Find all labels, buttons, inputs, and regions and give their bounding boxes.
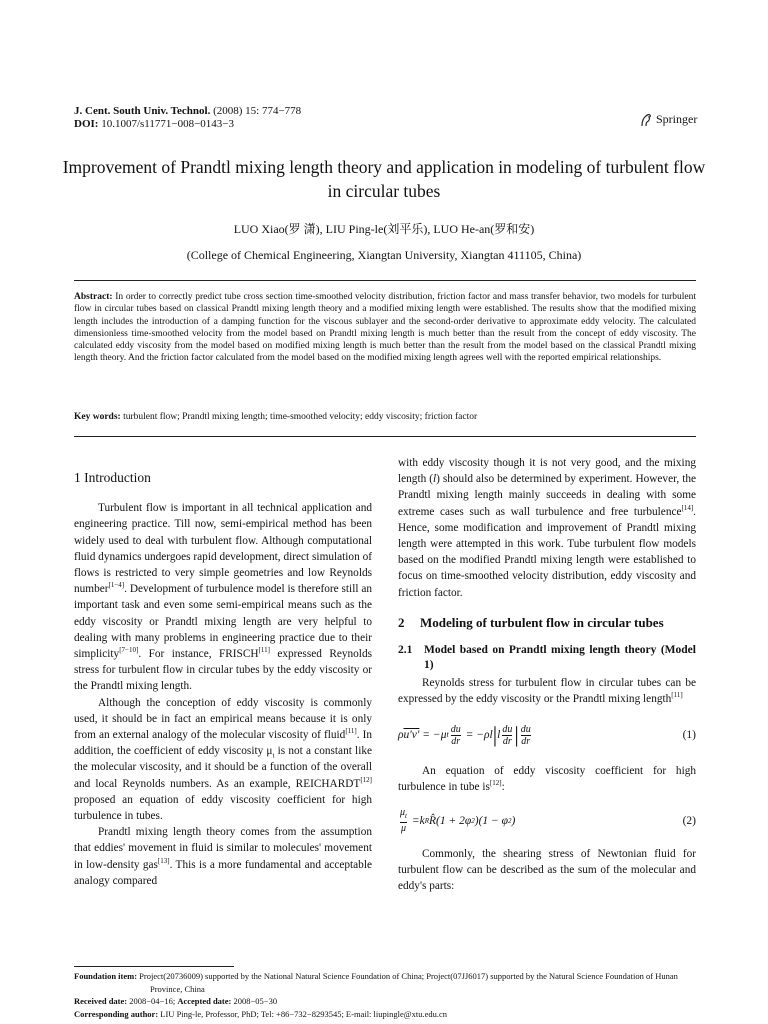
publisher-logo: [640, 112, 697, 127]
publisher-name: Springer: [656, 112, 698, 126]
footnote: [74, 970, 696, 1020]
journal-volume: (2008) 15: 774−778: [210, 105, 302, 117]
equation-2-number: (2): [682, 814, 696, 827]
doi-value: 10.1007/s11771−008−0143−3: [98, 118, 234, 130]
left-column: [74, 470, 372, 889]
equation-1: [398, 717, 696, 753]
affiliation: (College of Chemical Engineering, Xiangtan University, Xiangtan 411105, China): [186, 248, 582, 262]
paragraph: Turbulent flow is important in all technical application and engineering practice. Till now, semi-empirical method has been widely used to deal with turbulent flow. Although computational fluid dynamics undergoes rapid development, direct simulation of flows is restricted to very simple geometries and low Reynolds number[1−4]. Development of turbulence model is therefore still an important task and even some semi-empirical means such as the eddy viscosity or Prandtl mixing length are very helpful to dealing with many problems in engineering practice due to their simplicity[7−10]. For instance, FRISCH[11] expressed Reynolds stress for turbulent flow in circular tubes by the eddy viscosity or the Prandtl mixing length.: [74, 502, 372, 693]
paragraph: Although the conception of eddy viscosity is commonly used, it should be in fact an empirical means because it is only from an external analogy of the molecular viscosity of fluid[11]. In addition, the coefficient of eddy viscosity $\mu_t$ is not a constant like the molecular viscosity, and it should be a function of the overall and local Reynolds numbers. As an example, REICHARDT[12] proposed an equation of eddy viscosity coefficient for high turbulence in tubes.: [74, 696, 372, 823]
divider-top: [74, 280, 696, 281]
equation-2-body: $\frac{\mu_t}{\mu}$ = k R R̂ (1 + 2φ 2 )(1 − φ 2 ): [400, 807, 516, 835]
paragraph: Commonly, the shearing stress of Newtonian fluid for turbulent flow can be described as the sum of the molecular and eddy's parts:: [398, 847, 696, 893]
abstract-text: In order to correctly predict tube cross section time-smoothed velocity distribution, friction factor and mass transfer behavior, two models for turbulent flow in circular tubes based on classical Prandtl mixing length theory and a modified mixing length were established. The results show that the modified mixing length includes the introduction of a damping function for the viscous sublayer and the second-order derivative to approximate eddy velocity. The calculated dimensionless time-smoothed velocity from the model based on Prandtl mixing length is much better than the result from the concept of eddy viscosity. The calculated eddy viscosity from the model based on modified mixing length is much better than the result from the model based on the classical Prandtl mixing length theory. And the friction factor calculated from the model based on the modified mixing length agrees well with the reported empirical relationships.: [74, 292, 696, 364]
abstract-label: Abstract:: [74, 292, 113, 302]
right-column: [398, 455, 696, 894]
springer-horse-icon: [640, 113, 653, 127]
keywords-label: Key words:: [74, 412, 121, 422]
paragraph: An equation of eddy viscosity coefficient for high turbulence in tube is[12]:: [398, 765, 696, 794]
footnote-divider: [74, 966, 234, 967]
equation-2: [398, 804, 696, 838]
equation-1-body: ρ u′v′ = −μ t $\frac{du}{dr}$ = −ρ l | l $\frac{du}{dr}$ | $\frac{du}{dr}$: [398, 722, 531, 748]
received-date: Received date: 2008−04−16; Accepted date: 2008−05−30: [74, 996, 278, 1006]
keywords-text: turbulent flow; Prandtl mixing length; time-smoothed velocity; eddy viscosity; friction factor: [120, 412, 478, 422]
paper-title: Improvement of Prandtl mixing length theory and application in modeling of turbulent flow in circular tubes: [62, 157, 706, 201]
section-heading-modeling: 2 Modeling of turbulent flow in circular tubes: [398, 614, 664, 630]
abstract: [74, 291, 696, 365]
equation-1-number: (1): [682, 729, 696, 742]
section-heading-introduction: 1 Introduction: [74, 470, 151, 485]
doi-label: DOI:: [74, 118, 99, 130]
journal-name: J. Cent. South Univ. Technol.: [74, 105, 211, 117]
keywords: [74, 411, 696, 423]
paragraph: Prandtl mixing length theory comes from the assumption that eddies' movement in fluid is similar to molecules' movement in low-density gas[13]. This is a more fundamental and acceptable analogy compared: [74, 826, 372, 887]
subsection-heading-model-1: 2.1 Model based on Prandtl mixing length theory (Model 1): [398, 643, 696, 671]
paragraph: Reynolds stress for turbulent flow in circular tubes can be expressed by the eddy viscosity or the Prandtl mixing length[11]: [398, 676, 696, 706]
journal-header: [74, 105, 301, 131]
paragraph: with eddy viscosity though it is not very good, and the mixing length (l) should also be determined by experiment. However, the Prandtl mixing length mainly succeeds in dealing with some extreme cases such as wall turbulence and free turbulence[14]. Hence, some modification and improvement of Prandtl mixing length were attempted in this work. Tube turbulent flow models based on the modified Prandtl mixing length were established to focus on time-smoothed velocity distribution, eddy viscosity and friction factor.: [398, 457, 697, 599]
divider-bottom: [74, 436, 696, 437]
corresponding-author: Corresponding author: LIU Ping-le, Professor, PhD; Tel: +86−732−8293545; E-mail: liupingle@xtu.edu.cn: [74, 1008, 447, 1019]
foundation-item: Foundation item: Project(20736009) supported by the National Natural Science Foundation of China; Project(07JJ6017) supported by the Natural Science Foundation of Hunan Province, China: [74, 971, 678, 994]
author-list: LUO Xiao(罗 潇), LIU Ping-le(刘平乐), LUO He-an(罗和安): [233, 222, 535, 236]
